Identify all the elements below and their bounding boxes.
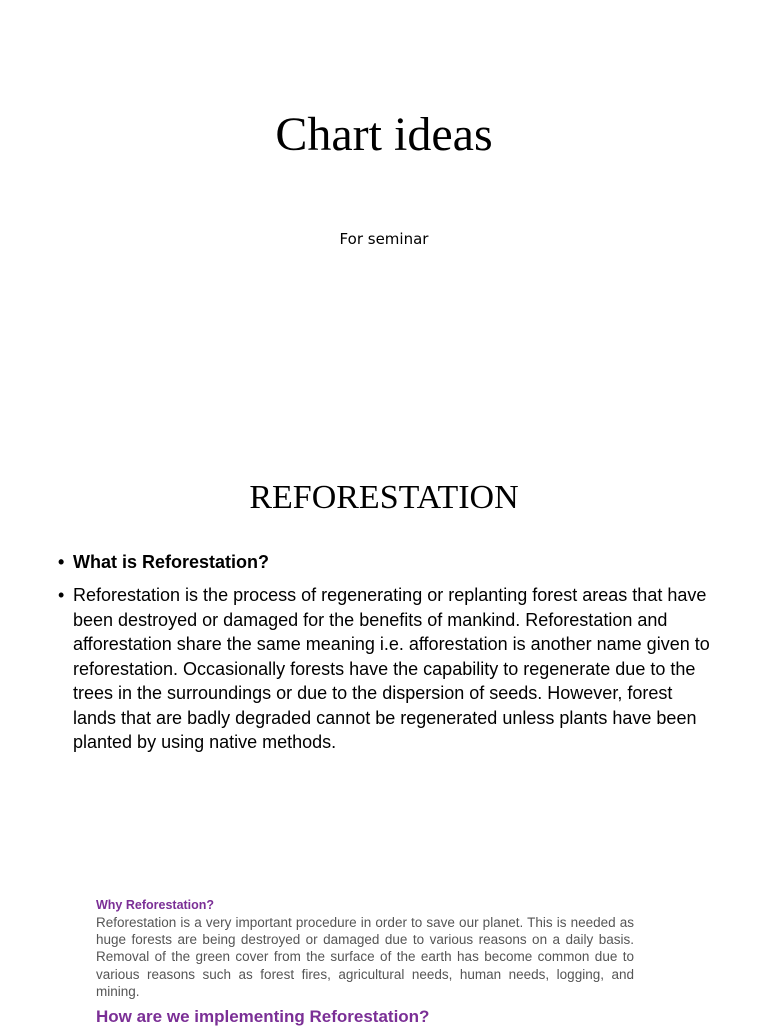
why-heading: Why Reforestation? bbox=[96, 898, 215, 912]
title-slide bbox=[0, 0, 768, 420]
bullet-icon: • bbox=[58, 585, 65, 605]
bullet-item-question bbox=[56, 549, 716, 575]
bullet-list bbox=[56, 549, 716, 763]
reforestation-slide bbox=[0, 420, 768, 870]
reforestation-heading: REFORESTATION bbox=[249, 479, 519, 516]
bullet-item-definition bbox=[56, 583, 716, 755]
why-section bbox=[96, 897, 634, 1028]
why-slide bbox=[0, 870, 768, 1027]
bullet-text: What is Reforestation? bbox=[73, 552, 270, 572]
slide-title: Chart ideas bbox=[275, 108, 493, 161]
bullet-text: Reforestation is the process of regenerating or replanting forest areas that have been destroyed or damaged for the benefits of mankind. Reforestation and afforestation share the same meaning i.e. afforestation is another name given to reforestation. Occasionally forests have the capability to regenerate due to the trees in the surroundings or due to the dispersion of seeds. However, forest lands that are badly degraded cannot be regenerated unless plants have been planted by using native methods. bbox=[73, 585, 710, 752]
slide-subtitle: For seminar bbox=[339, 230, 429, 248]
how-heading: How are we implementing Reforestation? bbox=[96, 1007, 430, 1027]
why-body: Reforestation is a very important procedure in order to save our planet. This is needed as huge forests are being destroyed or damaged due to various reasons on a daily basis. Removal of the green cover from the surface of the earth has become common due to various reasons such as forest fires, agricultural needs, human needs, logging, and mining. bbox=[96, 915, 634, 999]
bullet-icon: • bbox=[58, 552, 65, 572]
